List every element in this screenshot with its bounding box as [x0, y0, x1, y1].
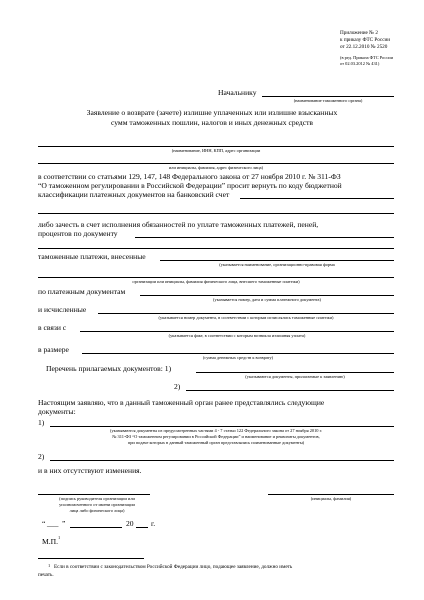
attach-line-1: [196, 372, 394, 373]
attach-caption: (указываются документы, прилагаемые к заявлению): [245, 374, 345, 379]
para1-line-b: “О таможенном регулировании в Российской Федерации” просит вернуть по коду бюджетной: [38, 181, 342, 190]
declare-item-1: 1): [38, 418, 45, 427]
signature-line: [38, 494, 150, 495]
date-month-line: [70, 527, 122, 528]
appendix-line-1: Приложение № 2: [340, 30, 378, 36]
date-year: 20: [126, 519, 134, 528]
declare-line-2: документы:: [38, 407, 76, 416]
stamp-footnote-mark: 1: [58, 535, 61, 540]
reason-line: [80, 331, 394, 332]
date-year-line: [136, 527, 148, 528]
footnote-line-1: Если в соответствии с законодательством Российской Федерации лицо, подающее заявление, должно иметь: [54, 564, 293, 570]
offset-doc-line-2: [38, 248, 394, 249]
initials-caption: (инициалы, фамилия): [310, 496, 352, 501]
declare-caption-1: (указываются документы из предусмотренных частями 4 - 7 статьи 122 Федерального закона от 27 ноября 2010 г.: [110, 428, 322, 433]
applicant-caption-2: или инициалы, фамилия, адрес физического лица): [168, 165, 264, 170]
footnote-separator: [38, 558, 144, 559]
amount-caption: (сумма денежных средств к возврату): [202, 355, 274, 360]
payments-caption-2: организации или инициалы, фамилия физического лица, внесшего таможенные платежи): [132, 279, 300, 284]
title-line-2: сумм таможенных пошлин, налогов и иных денежных средств: [110, 118, 314, 127]
appendix-note-1: (в ред. Приказа ФТС России: [340, 55, 393, 60]
para1-line-a: в соответствии со статьями 129, 147, 148 Федерального закона от 27 ноября 2010 г. № 311-ФЗ: [38, 172, 341, 181]
payments-line: [160, 260, 394, 261]
date-open-quote: “: [42, 519, 46, 528]
appendix-note-2: от 02.03.2012 № 431): [340, 61, 380, 66]
offset-doc-line: [135, 237, 394, 238]
attach-line-2: [186, 390, 394, 391]
addressee-label: Начальнику: [218, 88, 257, 97]
declare-item-2: 2): [38, 452, 45, 461]
footnote-mark: 1: [48, 563, 51, 568]
calc-label: и исчисленные: [38, 305, 87, 314]
appendix-line-2: к приказу ФТС России: [340, 37, 391, 43]
amount-line: [82, 353, 394, 354]
offset-line-1: либо зачесть в счет исполнения обязанностей по уплате таможенных платежей, пеней,: [38, 220, 319, 229]
payments-line-2: [38, 277, 394, 278]
initials-line: [268, 494, 394, 495]
reason-label: в связи с: [38, 323, 67, 332]
bank-account-line: [240, 198, 394, 199]
addressee-caption: (наименование таможенного органа): [293, 98, 363, 103]
para1-line-c: классификации платежных документов на банковский счет: [38, 190, 230, 199]
date-day-blank: ___: [47, 519, 59, 528]
applicant-caption-1: (наименование, ИНН, КПП, адрес организации: [171, 148, 261, 153]
stamp-label: М.П.: [42, 537, 59, 546]
addressee-line: [262, 96, 394, 97]
offset-line-2: процентов по документу: [38, 229, 118, 238]
appendix-line-3: от 22.12.2010 № 2520: [340, 44, 388, 50]
footnote-line-2: печать.: [38, 572, 54, 578]
calc-caption: (указывается номер документа, в соответствии с которым исчислялись таможенные платежи): [158, 315, 334, 320]
attach-item-2: 2): [174, 382, 181, 391]
declare-item-2-line: [50, 460, 394, 461]
payments-caption-1: (указывается наименование, организационно-правовая форма: [219, 262, 335, 267]
declare-item-1-line: [50, 426, 394, 427]
amount-label: в размере: [38, 345, 69, 354]
signature-caption-3: лица либо физического лица): [69, 508, 125, 513]
date-close-quote: ”: [62, 519, 66, 528]
payments-label: таможенные платежи, внесенные: [38, 252, 146, 261]
declare-caption-3: при подаче которых в данный таможенный орган представлялись поименованные документы): [127, 440, 305, 445]
declare-line-1: Настоящим заявляю, что в данный таможенный орган ранее представлялись следующие: [38, 398, 325, 407]
applicant-line-2: [38, 163, 394, 164]
bank-account-line-2: [38, 213, 394, 214]
docs-label: по платежным документам: [38, 287, 126, 296]
date-g: г.: [151, 519, 156, 528]
docs-line: [140, 295, 394, 296]
no-changes-text: и в них отсутствуют изменения.: [38, 466, 142, 475]
applicant-line-1: [38, 146, 394, 147]
reason-caption: (указывается факт, в соответствии с которым возникла излишняя уплата): [168, 333, 306, 338]
signature-caption-2: уполномоченного от имени организации: [59, 502, 135, 507]
declare-caption-2: № 311-ФЗ “О таможенном регулировании в Российской Федерации” и наименование и реквизиты документов,: [112, 434, 320, 439]
signature-caption-1: (подпись руководителя организации или: [59, 496, 135, 501]
docs-caption: (указывается номер, дата и сумма платежного документа): [213, 297, 321, 302]
calc-line: [98, 313, 394, 314]
attach-label: Перечень прилагаемых документов: 1): [46, 364, 172, 373]
title-line-1: Заявление о возврате (зачете) излишне уплаченных или излишне взысканных: [86, 108, 338, 117]
